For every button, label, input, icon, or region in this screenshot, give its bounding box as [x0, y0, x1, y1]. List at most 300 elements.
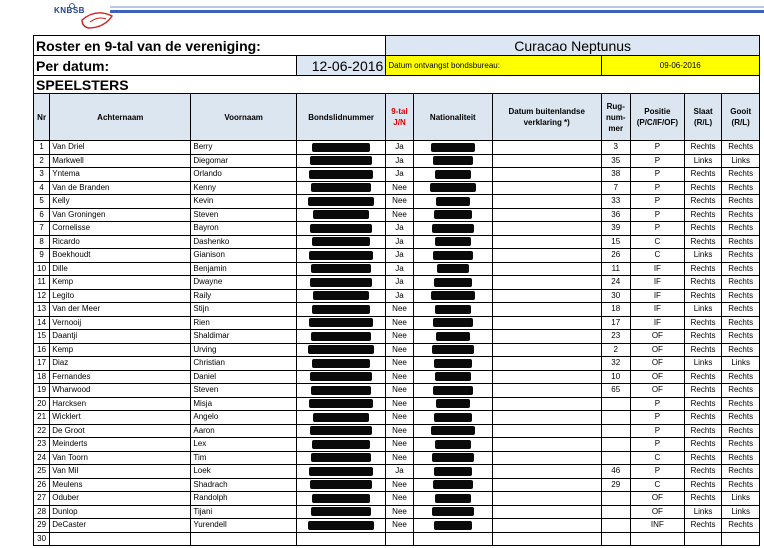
- bats: Links: [684, 249, 722, 263]
- first-name: Berry: [191, 141, 297, 155]
- last-name: Van Driel: [50, 141, 191, 155]
- redaction-bar: [436, 197, 470, 206]
- nine-tal-flag: Ja: [386, 154, 413, 168]
- nine-tal-flag: Nee: [386, 181, 413, 195]
- last-name: Wicklert: [50, 411, 191, 425]
- redaction-bar: [308, 197, 374, 206]
- first-name: Steven: [191, 208, 297, 222]
- redaction-bar: [312, 143, 370, 152]
- redaction-bar: [432, 224, 474, 233]
- bats: Rechts: [684, 289, 722, 303]
- position: OF: [630, 384, 684, 398]
- foreign-declaration-date: [492, 505, 601, 519]
- redaction-bar: [312, 494, 370, 503]
- member-number-redacted: [296, 451, 385, 465]
- document-header-bar: [0, 0, 764, 34]
- bats: Rechts: [684, 384, 722, 398]
- position: INF: [630, 519, 684, 533]
- bats: Rechts: [684, 519, 722, 533]
- nationality-redacted: [413, 478, 492, 492]
- jersey-number: 32: [601, 357, 630, 371]
- jersey-number: [601, 438, 630, 452]
- nine-tal-flag: Ja: [386, 235, 413, 249]
- last-name: Van Toorn: [50, 451, 191, 465]
- nationality-redacted: [413, 154, 492, 168]
- position: [630, 532, 684, 546]
- row-number: 19: [34, 384, 50, 398]
- first-name: Stijn: [191, 303, 297, 317]
- header-stripe-dark: [110, 10, 764, 13]
- col-rugnummer: Rug-num-mer: [601, 94, 630, 141]
- position: P: [630, 181, 684, 195]
- redaction-bar: [311, 507, 371, 516]
- table-row: [34, 370, 760, 384]
- table-row: [34, 438, 760, 452]
- section-title: SPEELSTERS: [34, 76, 760, 94]
- last-name: Van de Branden: [50, 181, 191, 195]
- member-number-redacted: [296, 519, 385, 533]
- first-name: Gianison: [191, 249, 297, 263]
- bats: Rechts: [684, 235, 722, 249]
- nine-tal-flag: Ja: [386, 141, 413, 155]
- bats: Links: [684, 505, 722, 519]
- table-row: [34, 195, 760, 209]
- last-name: Yntema: [50, 168, 191, 182]
- redaction-bar: [309, 251, 373, 260]
- member-number-redacted: [296, 465, 385, 479]
- redaction-bar: [313, 291, 369, 300]
- nationality-redacted: [413, 438, 492, 452]
- throws: Rechts: [722, 478, 760, 492]
- row-number: 5: [34, 195, 50, 209]
- row-number: 10: [34, 262, 50, 276]
- member-number-redacted: [296, 262, 385, 276]
- redaction-bar: [309, 467, 373, 476]
- foreign-declaration-date: [492, 289, 601, 303]
- throws: Rechts: [722, 438, 760, 452]
- redaction-bar: [309, 399, 373, 408]
- position: P: [630, 168, 684, 182]
- row-number: 13: [34, 303, 50, 317]
- position: P: [630, 141, 684, 155]
- table-row: [34, 343, 760, 357]
- row-number: 14: [34, 316, 50, 330]
- foreign-declaration-date: [492, 438, 601, 452]
- last-name: De Groot: [50, 424, 191, 438]
- last-name: Van der Meer: [50, 303, 191, 317]
- jersey-number: 65: [601, 384, 630, 398]
- nationality-redacted: [413, 249, 492, 263]
- position: P: [630, 424, 684, 438]
- throws: Rechts: [722, 235, 760, 249]
- position: OF: [630, 330, 684, 344]
- first-name: Dashenko: [191, 235, 297, 249]
- nine-tal-flag: Nee: [386, 519, 413, 533]
- first-name: Steven: [191, 384, 297, 398]
- table-row: [34, 222, 760, 236]
- jersey-number: 33: [601, 195, 630, 209]
- member-number-redacted: [296, 276, 385, 290]
- jersey-number: [601, 505, 630, 519]
- redaction-bar: [434, 359, 472, 368]
- last-name: Van Groningen: [50, 208, 191, 222]
- jersey-number: 30: [601, 289, 630, 303]
- bats: Rechts: [684, 370, 722, 384]
- table-row: [34, 478, 760, 492]
- redaction-bar: [436, 332, 470, 341]
- foreign-declaration-date: [492, 451, 601, 465]
- position: P: [630, 465, 684, 479]
- bats: Rechts: [684, 330, 722, 344]
- redaction-bar: [430, 183, 476, 192]
- member-number-redacted: [296, 532, 385, 546]
- first-name: Diegomar: [191, 154, 297, 168]
- nationality-redacted: [413, 330, 492, 344]
- throws: Rechts: [722, 411, 760, 425]
- roster-rows: [34, 141, 760, 546]
- nationality-redacted: [413, 141, 492, 155]
- bats: Rechts: [684, 222, 722, 236]
- jersey-number: 11: [601, 262, 630, 276]
- member-number-redacted: [296, 397, 385, 411]
- redaction-bar: [433, 480, 473, 489]
- roster-table: [33, 35, 760, 546]
- col-positie: Positie (P/C/IF/OF): [630, 94, 684, 141]
- throws: Rechts: [722, 289, 760, 303]
- row-number: 9: [34, 249, 50, 263]
- nine-tal-flag: Nee: [386, 451, 413, 465]
- foreign-declaration-date: [492, 262, 601, 276]
- nine-tal-flag: Nee: [386, 411, 413, 425]
- member-number-redacted: [296, 249, 385, 263]
- position: P: [630, 411, 684, 425]
- redaction-bar: [309, 170, 373, 179]
- position: C: [630, 249, 684, 263]
- nationality-redacted: [413, 384, 492, 398]
- row-number: 12: [34, 289, 50, 303]
- col-9tal: 9-tal J/N: [386, 94, 413, 141]
- foreign-declaration-date: [492, 492, 601, 506]
- position: OF: [630, 357, 684, 371]
- last-name: Fernandes: [50, 370, 191, 384]
- nine-tal-flag: Nee: [386, 343, 413, 357]
- redaction-bar: [434, 210, 472, 219]
- column-header-row: [34, 94, 760, 141]
- position: OF: [630, 492, 684, 506]
- nine-tal-flag: Nee: [386, 397, 413, 411]
- first-name: Angelo: [191, 411, 297, 425]
- nationality-redacted: [413, 168, 492, 182]
- row-number: 23: [34, 438, 50, 452]
- first-name: Shadrach: [191, 478, 297, 492]
- row-number: 30: [34, 532, 50, 546]
- redaction-bar: [311, 386, 371, 395]
- member-number-redacted: [296, 181, 385, 195]
- jersey-number: 29: [601, 478, 630, 492]
- position: IF: [630, 303, 684, 317]
- throws: Rechts: [722, 181, 760, 195]
- row-number: 18: [34, 370, 50, 384]
- row-number: 28: [34, 505, 50, 519]
- table-row: [34, 357, 760, 371]
- jersey-number: [601, 532, 630, 546]
- last-name: Boekhoudt: [50, 249, 191, 263]
- last-name: Kelly: [50, 195, 191, 209]
- throws: [722, 532, 760, 546]
- member-number-redacted: [296, 154, 385, 168]
- redaction-bar: [434, 278, 472, 287]
- foreign-declaration-date: [492, 343, 601, 357]
- redaction-bar: [434, 521, 472, 530]
- position: C: [630, 235, 684, 249]
- nine-tal-flag: Ja: [386, 289, 413, 303]
- nationality-redacted: [413, 424, 492, 438]
- position: P: [630, 208, 684, 222]
- member-number-redacted: [296, 235, 385, 249]
- nine-tal-flag: Ja: [386, 168, 413, 182]
- member-number-redacted: [296, 208, 385, 222]
- last-name: Vernooij: [50, 316, 191, 330]
- foreign-declaration-date: [492, 208, 601, 222]
- first-name: Orlando: [191, 168, 297, 182]
- nationality-redacted: [413, 519, 492, 533]
- first-name: Kevin: [191, 195, 297, 209]
- member-number-redacted: [296, 289, 385, 303]
- first-name: Daniel: [191, 370, 297, 384]
- foreign-declaration-date: [492, 168, 601, 182]
- redaction-bar: [434, 413, 472, 422]
- throws: Rechts: [722, 343, 760, 357]
- nine-tal-flag: Ja: [386, 262, 413, 276]
- redaction-bar: [435, 170, 471, 179]
- table-row: [34, 411, 760, 425]
- position: IF: [630, 289, 684, 303]
- redaction-bar: [433, 318, 473, 327]
- bats: Links: [684, 154, 722, 168]
- redaction-bar: [310, 224, 372, 233]
- redaction-bar: [433, 156, 473, 165]
- jersey-number: 46: [601, 465, 630, 479]
- last-name: Dille: [50, 262, 191, 276]
- redaction-bar: [434, 467, 472, 476]
- nine-tal-flag: Nee: [386, 424, 413, 438]
- first-name: Christian: [191, 357, 297, 371]
- redaction-bar: [311, 183, 371, 192]
- position: OF: [630, 505, 684, 519]
- row-number: 22: [34, 424, 50, 438]
- redaction-bar: [435, 305, 471, 314]
- nine-tal-flag: Nee: [386, 492, 413, 506]
- throws: Rechts: [722, 303, 760, 317]
- row-number: 1: [34, 141, 50, 155]
- last-name: Kemp: [50, 343, 191, 357]
- position: P: [630, 438, 684, 452]
- redaction-bar: [310, 426, 372, 435]
- bats: Rechts: [684, 397, 722, 411]
- last-name: Oduber: [50, 492, 191, 506]
- nationality-redacted: [413, 289, 492, 303]
- member-number-redacted: [296, 505, 385, 519]
- position: P: [630, 195, 684, 209]
- redaction-bar: [435, 494, 471, 503]
- foreign-declaration-date: [492, 532, 601, 546]
- first-name: Tijani: [191, 505, 297, 519]
- table-row: [34, 330, 760, 344]
- foreign-declaration-date: [492, 519, 601, 533]
- jersey-number: 35: [601, 154, 630, 168]
- redaction-bar: [308, 345, 374, 354]
- table-row: [34, 492, 760, 506]
- foreign-declaration-date: [492, 249, 601, 263]
- first-name: Rien: [191, 316, 297, 330]
- position: C: [630, 478, 684, 492]
- foreign-declaration-date: [492, 222, 601, 236]
- nationality-redacted: [413, 303, 492, 317]
- position: P: [630, 222, 684, 236]
- table-row: [34, 397, 760, 411]
- throws: Rechts: [722, 141, 760, 155]
- throws: Rechts: [722, 276, 760, 290]
- throws: Rechts: [722, 465, 760, 479]
- jersey-number: 7: [601, 181, 630, 195]
- throws: Rechts: [722, 249, 760, 263]
- row-number: 16: [34, 343, 50, 357]
- jersey-number: 17: [601, 316, 630, 330]
- bats: Rechts: [684, 438, 722, 452]
- redaction-bar: [310, 480, 372, 489]
- nine-tal-flag: Nee: [386, 438, 413, 452]
- first-name: Lex: [191, 438, 297, 452]
- throws: Rechts: [722, 330, 760, 344]
- last-name: Ricardo: [50, 235, 191, 249]
- row-number: 26: [34, 478, 50, 492]
- row-number: 20: [34, 397, 50, 411]
- nine-tal-flag: Nee: [386, 303, 413, 317]
- throws: Rechts: [722, 424, 760, 438]
- member-number-redacted: [296, 411, 385, 425]
- position: P: [630, 154, 684, 168]
- throws: Rechts: [722, 519, 760, 533]
- nationality-redacted: [413, 397, 492, 411]
- last-name: [50, 532, 191, 546]
- bats: Rechts: [684, 478, 722, 492]
- first-name: Loek: [191, 465, 297, 479]
- redaction-bar: [436, 399, 470, 408]
- bats: Rechts: [684, 316, 722, 330]
- member-number-redacted: [296, 316, 385, 330]
- jersey-number: 38: [601, 168, 630, 182]
- table-row: [34, 235, 760, 249]
- row-number: 7: [34, 222, 50, 236]
- foreign-declaration-date: [492, 303, 601, 317]
- col-voornaam: Voornaam: [191, 94, 297, 141]
- throws: Rechts: [722, 262, 760, 276]
- last-name: Harcksen: [50, 397, 191, 411]
- jersey-number: [601, 492, 630, 506]
- position: OF: [630, 343, 684, 357]
- row-number: 29: [34, 519, 50, 533]
- jersey-number: [601, 451, 630, 465]
- throws: Rechts: [722, 451, 760, 465]
- jersey-number: 26: [601, 249, 630, 263]
- nine-tal-flag: Nee: [386, 195, 413, 209]
- last-name: DeCaster: [50, 519, 191, 533]
- foreign-declaration-date: [492, 316, 601, 330]
- table-row: [34, 289, 760, 303]
- jersey-number: 23: [601, 330, 630, 344]
- last-name: Meulens: [50, 478, 191, 492]
- row-number: 3: [34, 168, 50, 182]
- nationality-redacted: [413, 222, 492, 236]
- col-gooit: Gooit (R/L): [722, 94, 760, 141]
- member-number-redacted: [296, 424, 385, 438]
- last-name: Van Mil: [50, 465, 191, 479]
- last-name: Diaz: [50, 357, 191, 371]
- date-row: [34, 56, 760, 76]
- member-number-redacted: [296, 438, 385, 452]
- table-row: [34, 505, 760, 519]
- redaction-bar: [310, 156, 372, 165]
- col-achternaam: Achternaam: [50, 94, 191, 141]
- throws: Links: [722, 357, 760, 371]
- nationality-redacted: [413, 532, 492, 546]
- position: C: [630, 451, 684, 465]
- throws: Links: [722, 505, 760, 519]
- redaction-bar: [432, 453, 474, 462]
- nationality-redacted: [413, 411, 492, 425]
- jersey-number: 10: [601, 370, 630, 384]
- table-row: [34, 276, 760, 290]
- member-number-redacted: [296, 384, 385, 398]
- foreign-declaration-date: [492, 357, 601, 371]
- foreign-declaration-date: [492, 465, 601, 479]
- nationality-redacted: [413, 492, 492, 506]
- row-number: 27: [34, 492, 50, 506]
- row-number: 15: [34, 330, 50, 344]
- nine-tal-flag: Nee: [386, 370, 413, 384]
- member-number-redacted: [296, 492, 385, 506]
- bats: Rechts: [684, 262, 722, 276]
- redaction-bar: [433, 251, 473, 260]
- nine-tal-flag: Nee: [386, 384, 413, 398]
- received-label: Datum ontvangst bondsbureau:: [386, 56, 601, 76]
- member-number-redacted: [296, 141, 385, 155]
- nationality-redacted: [413, 505, 492, 519]
- last-name: Legito: [50, 289, 191, 303]
- nationality-redacted: [413, 357, 492, 371]
- redaction-bar: [312, 305, 370, 314]
- member-number-redacted: [296, 357, 385, 371]
- redaction-bar: [313, 413, 369, 422]
- nationality-redacted: [413, 235, 492, 249]
- member-number-redacted: [296, 195, 385, 209]
- row-number: 8: [34, 235, 50, 249]
- first-name: Tim: [191, 451, 297, 465]
- bats: Rechts: [684, 411, 722, 425]
- row-number: 2: [34, 154, 50, 168]
- nationality-redacted: [413, 316, 492, 330]
- first-name: [191, 532, 297, 546]
- redaction-bar: [310, 372, 372, 381]
- foreign-declaration-date: [492, 384, 601, 398]
- member-number-redacted: [296, 478, 385, 492]
- received-date: 09-06-2016: [601, 56, 759, 76]
- nine-tal-flag: Nee: [386, 357, 413, 371]
- header-stripe-light: [110, 6, 764, 8]
- foreign-declaration-date: [492, 330, 601, 344]
- throws: Rechts: [722, 316, 760, 330]
- row-number: 25: [34, 465, 50, 479]
